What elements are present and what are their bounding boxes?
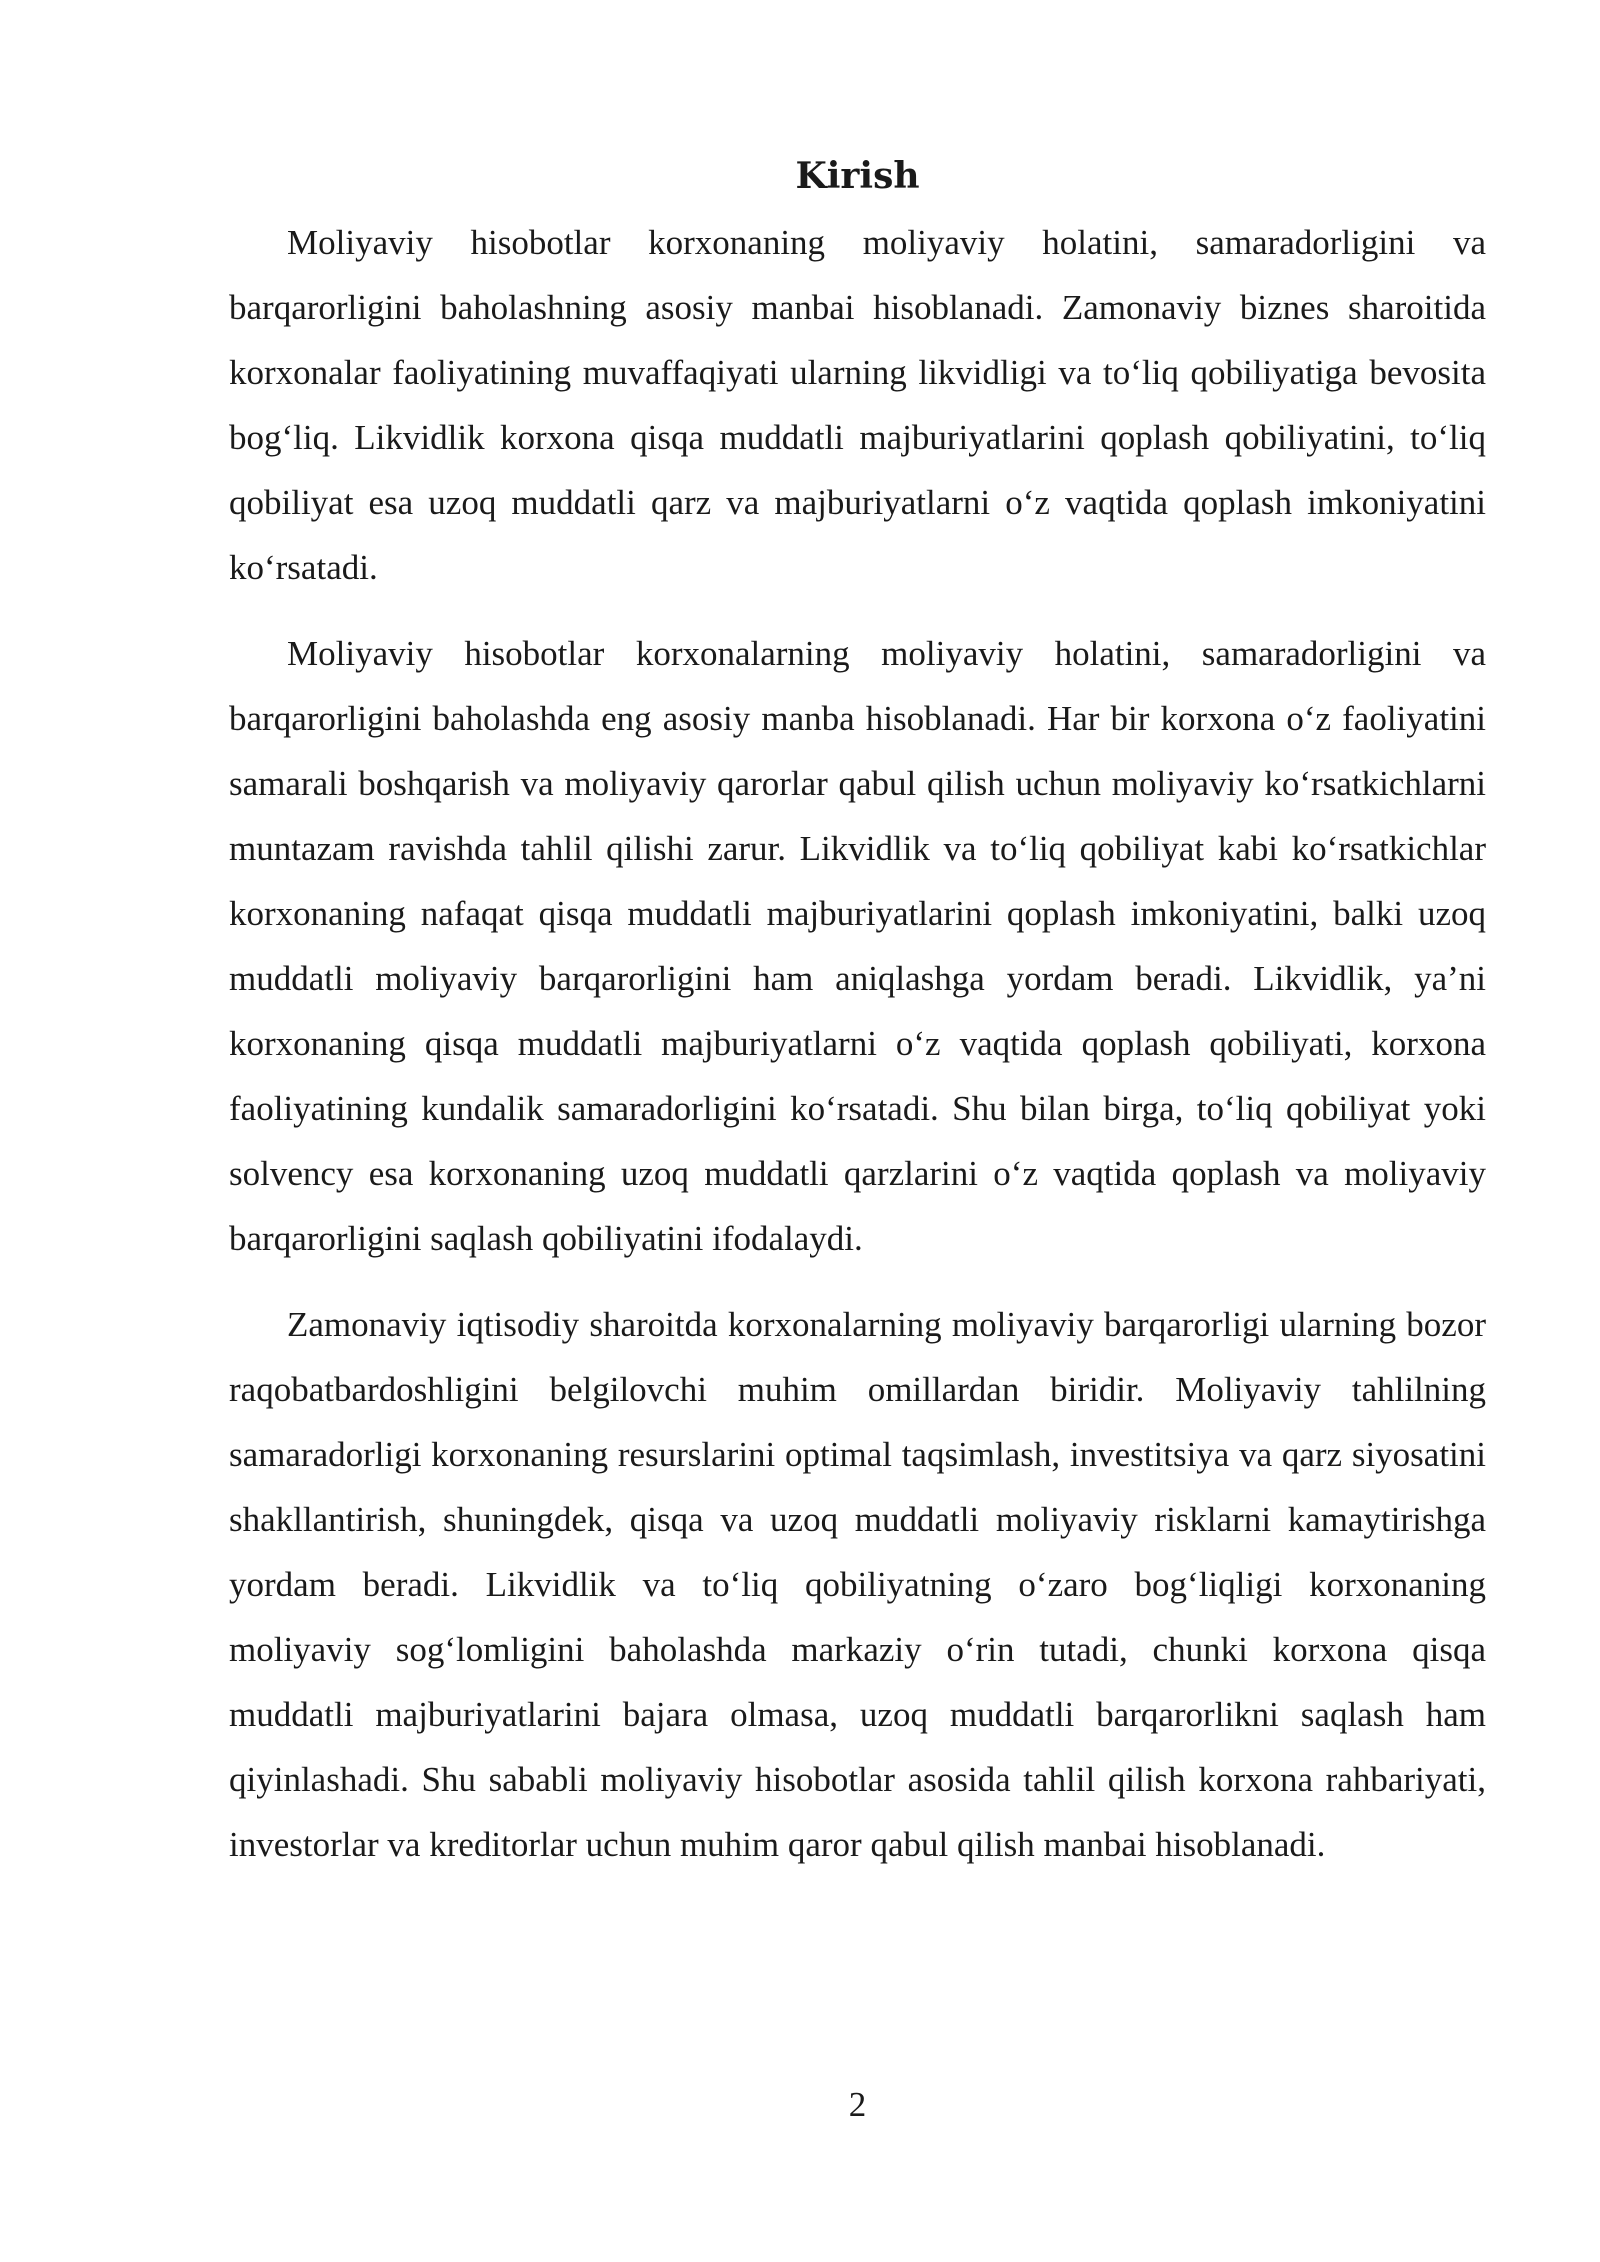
section-title: Kirish [795,155,920,197]
paragraph-1: Moliyaviy hisobotlar korxonaning moliyaviy holatini, samaradorligini va barqarorligini baholashning asosiy manbai hisoblanadi. Zamonaviy biznes sharoitida korxonalar faoliyatining muvaffaqiyati ularning likvidligi va to‘liq qobiliyatiga bevosita bog‘liq. Likvidlik korxona qisqa muddatli majburiyatlarini qoplash qobiliyatini, to‘liq qobiliyat esa uzoq muddatli qarz va majburiyatlarni o‘z vaqtida qoplash imkoniyatini ko‘rsatadi. [229,223,1486,587]
paragraph-3: Zamonaviy iqtisodiy sharoitda korxonalarning moliyaviy barqarorligi ularning bozor raqobatbardoshligini belgilovchi muhim omillardan biridir. Moliyaviy tahlilning samaradorligi korxonaning resurslarini optimal taqsimlash, investitsiya va qarz siyosatini shakllantirish, shuningdek, qisqa va uzoq muddatli moliyaviy risklarni kamaytirishga yordam beradi. Likvidlik va to‘liq qobiliyatning o‘zaro bog‘liqligi korxonaning moliyaviy sog‘lomligini baholashda markaziy o‘rin tutadi, chunki korxona qisqa muddatli majburiyatlarini bajara olmasa, uzoq muddatli barqarorlikni saqlash ham qiyinlashadi. Shu sababli moliyaviy hisobotlar asosida tahlil qilish korxona rahbariyati, investorlar va kreditorlar uchun muhim qaror qabul qilish manbai hisoblanadi. [229,1305,1486,1864]
page-number: 2 [848,2085,867,2124]
paragraph-2: Moliyaviy hisobotlar korxonalarning moliyaviy holatini, samaradorligini va barqarorligini baholashda eng asosiy manba hisoblanadi. Har bir korxona o‘z faoliyatini samarali boshqarish va moliyaviy qarorlar qabul qilish uchun moliyaviy ko‘rsatkichlarni muntazam ravishda tahlil qilishi zarur. Likvidlik va to‘liq qobiliyat kabi ko‘rsatkichlar korxonaning nafaqat qisqa muddatli majburiyatlarini qoplash imkoniyatini, balki uzoq muddatli moliyaviy barqarorligini ham aniqlashga yordam beradi. Likvidlik, ya’ni korxonaning qisqa muddatli majburiyatlarni o‘z vaqtida qoplash qobiliyati, korxona faoliyatining kundalik samaradorligini ko‘rsatadi. Shu bilan birga, to‘liq qobiliyat yoki solvency esa korxonaning uzoq muddatli qarzlarini o‘z vaqtida qoplash va moliyaviy barqarorligini saqlash qobiliyatini ifodalaydi. [229,634,1486,1258]
document-body [229,150,1486,1898]
